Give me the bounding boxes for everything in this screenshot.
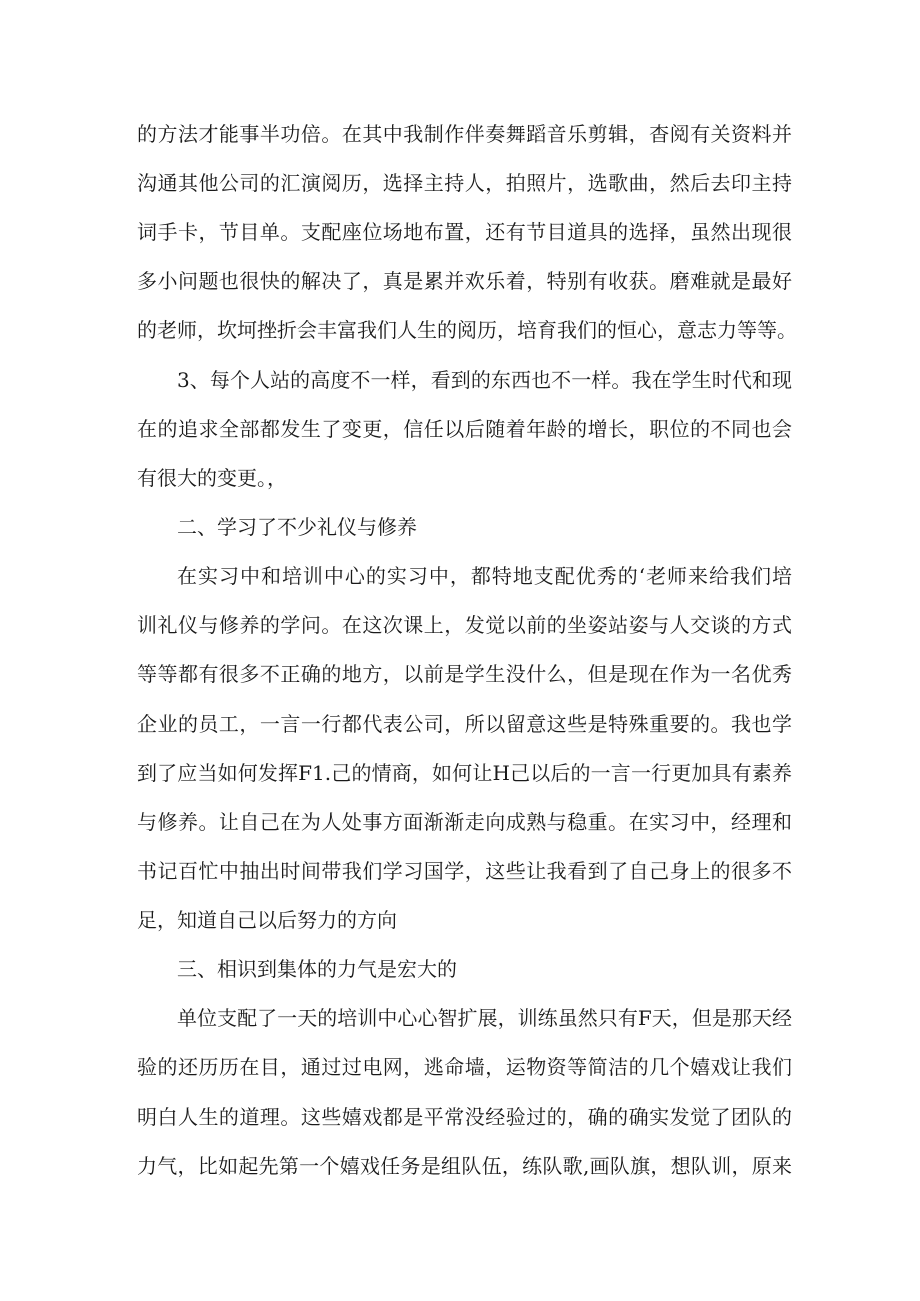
text-line-1: 的方法才能事半功倍。在其中我制作伴奏舞蹈音乐剪辑，杳阅有关资料并 — [137, 122, 792, 146]
section-heading-3: 三、相识到集体的力气是宏大的 — [177, 957, 457, 981]
text-line-5: 的老师，坎坷挫折会丰富我们人生的阅历，培育我们的恒心，意志力等等。 — [137, 318, 797, 342]
text-line-2: 沟通其他公司的汇演阅历，选择主持人，拍照片，选歌曲，然后去印主持 — [137, 171, 792, 195]
text-line-19: 单位支配了一天的培训中心心智扩展，训练虽然只有F天，但是那天经 — [177, 1006, 792, 1030]
text-line-14: 到了应当如何发挥F1.己的情商，如何让H己以后的一言一行更加具有素养 — [137, 761, 792, 785]
text-line-6: 3、每个人站的高度不一样，看到的东西也不一样。我在学生时代和现 — [177, 368, 792, 392]
text-line-3: 词手卡，节目单。支配座位场地布置，还有节目道具的选择，虽然出现很 — [137, 220, 792, 244]
text-line-10: 在实习中和培训中心的实习中，都特地支配优秀的‘老师来给我们培 — [177, 564, 792, 588]
text-line-13: 企业的员工，一言一行都代表公司，所以留意这些是特殊重要的。我也学 — [137, 712, 792, 736]
text-line-8: 有很大的变更。， — [137, 466, 287, 490]
text-line-17: 足，知道自己以后努力的方向 — [137, 908, 397, 932]
text-line-12: 等等都有很多不正确的地方，以前是学生没什么，但是现在作为一名优秀 — [137, 662, 792, 686]
text-line-4: 多小问题也很快的解决了，真是累并欢乐着，特别有收获。磨难就是最好 — [137, 269, 792, 293]
text-line-15: 与修养。让自己在为人处事方面渐渐走向成熟与稳重。在实习中，经理和 — [137, 810, 792, 834]
text-line-11: 训礼仪与修养的学问。在这次课上，发觉以前的坐姿站姿与人交谈的方式 — [137, 613, 792, 637]
text-line-20: 验的还历历在目，通过过电网，逃命墙，运物资等简洁的几个嬉戏让我们 — [137, 1055, 792, 1079]
section-heading-2: 二、学习了不少礼仪与修养 — [177, 515, 417, 539]
text-line-16: 书记百忙中抽出时间带我们学习国学，这些让我看到了自己身上的很多不 — [137, 859, 792, 883]
text-line-22: 力气，比如起先第一个嬉戏任务是组队伍，练队歌,画队旗，想队训，原来 — [137, 1154, 792, 1178]
text-line-7: 在的追求全部都发生了变更，信任以后随着年龄的增长，职位的不同也会 — [137, 417, 792, 441]
text-line-21: 明白人生的道理。这些嬉戏都是平常没经验过的，确的确实发觉了团队的 — [137, 1105, 792, 1129]
